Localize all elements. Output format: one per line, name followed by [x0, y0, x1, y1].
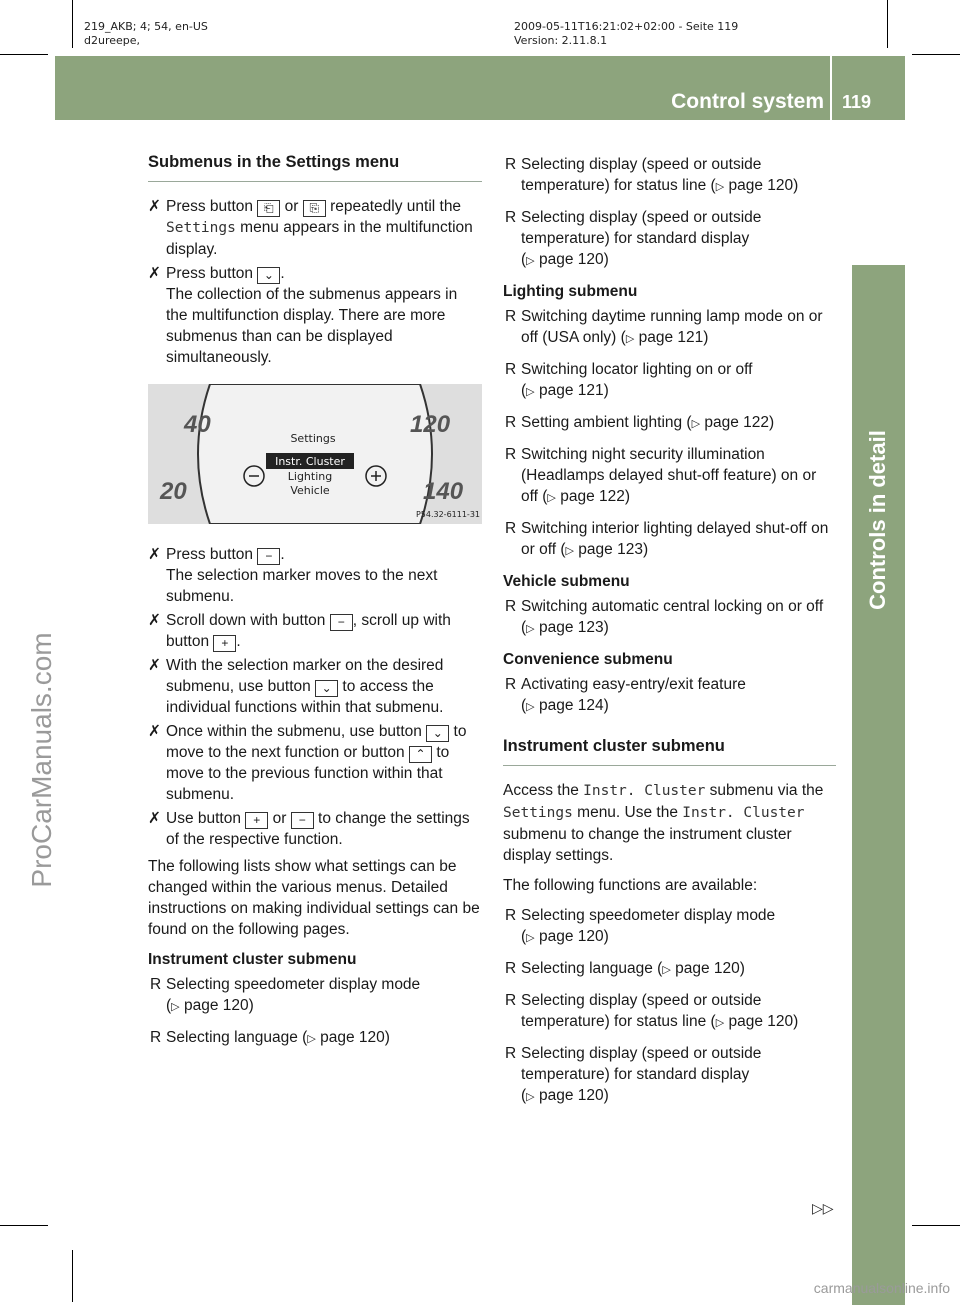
side-tab-label: Controls in detail [865, 430, 890, 610]
page-ref-icon: ▷ [625, 333, 635, 345]
menu-item: Settings [290, 432, 336, 445]
down-button-icon: ⌄ [315, 680, 338, 697]
meta-left [84, 20, 208, 48]
side-tab [852, 265, 905, 1305]
meta-right-line1: 2009-05-11T16:21:02+02:00 - Seite 119 [514, 20, 739, 33]
meta-right-line2: Version: 2.11.8.1 [514, 34, 608, 47]
crop-mark [72, 0, 73, 48]
step: ✗ Press button ⌄ . The collection of the submenus appears in the multifunction display. There are more submenus than can be displayed simultaneously. [148, 265, 458, 366]
crop-mark [912, 1225, 960, 1226]
step: ✗ Once within the submenu, use button ⌄ to move to the next function or button ⌃ to move to the previous function within that submenu. [148, 723, 467, 803]
list-item: R Switching locator lighting on or off (▷ page 121) [505, 361, 753, 399]
plus-button-icon: + [213, 635, 236, 652]
figure-code: P54.32-6111-31 [415, 510, 480, 519]
list-item: R Selecting language (▷ page 120) [505, 960, 745, 977]
list-item: R Selecting speedometer display mode (▷ page 120) [150, 976, 421, 1014]
list-item: R Selecting display (speed or outside temperature) for status line (▷ page 120) [505, 156, 799, 194]
step: ✗ With the selection marker on the desired submenu, use button ⌄ to access the individual functions within that submenu. [148, 657, 444, 716]
list-item: R Selecting display (speed or outside temperature) for standard display (▷ page 120) [505, 209, 762, 268]
page-number: 119 [842, 92, 872, 112]
crop-mark [887, 0, 888, 48]
menu-item-selected: Instr. Cluster [275, 455, 345, 468]
section-heading: Submenus in the Settings menu [148, 152, 482, 182]
minus-button-icon: − [330, 614, 353, 631]
list-item: R Selecting display (speed or outside temperature) for standard display (▷ page 120) [505, 1045, 762, 1104]
crop-mark [72, 1250, 73, 1302]
page-ref-icon: ▷ [565, 545, 574, 557]
step-marker-icon: ✗ [148, 657, 161, 674]
page-ref-icon: ▷ [715, 1017, 725, 1029]
instrument-cluster-image [148, 384, 482, 524]
list-item: R Switching night security illumination (Headlamps delayed shut-off feature) on or off (▷ page 122) [505, 446, 817, 505]
menu-item: Vehicle [290, 484, 330, 497]
step-marker-icon: ✗ [148, 546, 161, 563]
step-marker-icon: ✗ [148, 810, 161, 827]
paragraph: The following functions are available: [503, 877, 758, 894]
list-item: R Activating easy-entry/exit feature (▷ page 124) [505, 676, 746, 714]
instrument-cluster-figure [148, 384, 482, 524]
back-button-icon: ⎗ [257, 200, 280, 217]
step-marker-icon: ✗ [148, 612, 161, 629]
header-divider [830, 56, 832, 120]
down-button-icon: ⌄ [426, 725, 449, 742]
continue-icon: ▷▷ [812, 1200, 834, 1216]
step: ✗ Use button + or − to change the settings of the respective function. [148, 810, 470, 848]
list-item: R Setting ambient lighting (▷ page 122) [505, 414, 775, 431]
step: ✗ Scroll down with button − , scroll up with button + . [148, 612, 451, 650]
speed-label: 120 [410, 411, 451, 438]
step: ✗ Press button − . The selection marker moves to the next submenu. [148, 546, 438, 605]
paragraph: The following lists show what settings can be changed within the various menus. Detailed instructions on making individual settings can be found on the following pages. [148, 858, 480, 938]
left-column [148, 152, 482, 1059]
subheading: Instrument cluster submenu [148, 951, 357, 968]
crop-mark [0, 54, 48, 55]
crop-mark [912, 54, 960, 55]
page-ref-icon: ▷ [715, 181, 725, 193]
section-heading: Instrument cluster submenu [503, 736, 836, 766]
watermark-bottom: carmanualsonline.info [813, 1280, 950, 1296]
forward-button-icon: ⎘ [303, 200, 326, 217]
down-button-icon: ⌄ [257, 267, 280, 284]
page-ref-icon: ▷ [662, 964, 671, 976]
list-item: R Switching daytime running lamp mode on or off (USA only) (▷ page 121) [505, 308, 823, 346]
plus-button-icon: + [245, 812, 268, 829]
step-marker-icon: ✗ [148, 723, 161, 740]
list-item: R Switching interior lighting delayed shut-off on or off (▷ page 123) [505, 520, 829, 558]
subheading: Convenience submenu [503, 651, 673, 668]
subheading: Vehicle submenu [503, 573, 630, 590]
step: ✗ Press button ⎗ or ⎘ repeatedly until the Settings menu appears in the multifunction display. [148, 198, 473, 258]
page-ref-icon: ▷ [526, 701, 535, 713]
page-title: Control system [671, 90, 824, 113]
minus-button-icon: − [257, 548, 280, 565]
page-ref-icon: ▷ [526, 255, 535, 267]
meta-left-line2: d2ureepe, [84, 34, 141, 47]
right-column [503, 154, 836, 1117]
meta-right [514, 20, 738, 48]
step-marker-icon: ✗ [148, 198, 161, 215]
watermark: ProCarManuals.com [26, 632, 57, 888]
list-item: R Selecting language (▷ page 120) [150, 1029, 390, 1046]
page-ref-icon: ▷ [526, 623, 535, 635]
page-ref-icon: ▷ [691, 418, 701, 430]
page-ref-icon: ▷ [547, 492, 556, 504]
speed-label: 140 [423, 478, 464, 505]
page-ref-icon: ▷ [526, 386, 535, 398]
subheading: Lighting submenu [503, 283, 638, 300]
page-ref-icon: ▷ [307, 1033, 316, 1045]
meta-left-line1: 219_AKB; 4; 54, en-US [84, 20, 208, 33]
paragraph: Access the Instr. Cluster submenu via the Settings menu. Use the Instr. Cluster submenu to change the instrument cluster display settings. [503, 782, 824, 864]
page-ref-icon: ▷ [526, 932, 535, 944]
page-ref-icon: ▷ [171, 1001, 180, 1013]
list-item: R Selecting speedometer display mode (▷ page 120) [505, 907, 776, 945]
speed-label: 40 [184, 411, 211, 438]
minus-button-icon: − [291, 812, 314, 829]
list-item: R Switching automatic central locking on or off (▷ page 123) [505, 598, 824, 636]
list-item: R Selecting display (speed or outside temperature) for status line (▷ page 120) [505, 992, 799, 1030]
speed-label: 20 [160, 478, 187, 505]
up-button-icon: ⌃ [409, 746, 432, 763]
crop-mark [0, 1225, 48, 1226]
menu-item: Lighting [287, 470, 333, 483]
page-ref-icon: ▷ [526, 1091, 535, 1103]
step-marker-icon: ✗ [148, 265, 161, 282]
